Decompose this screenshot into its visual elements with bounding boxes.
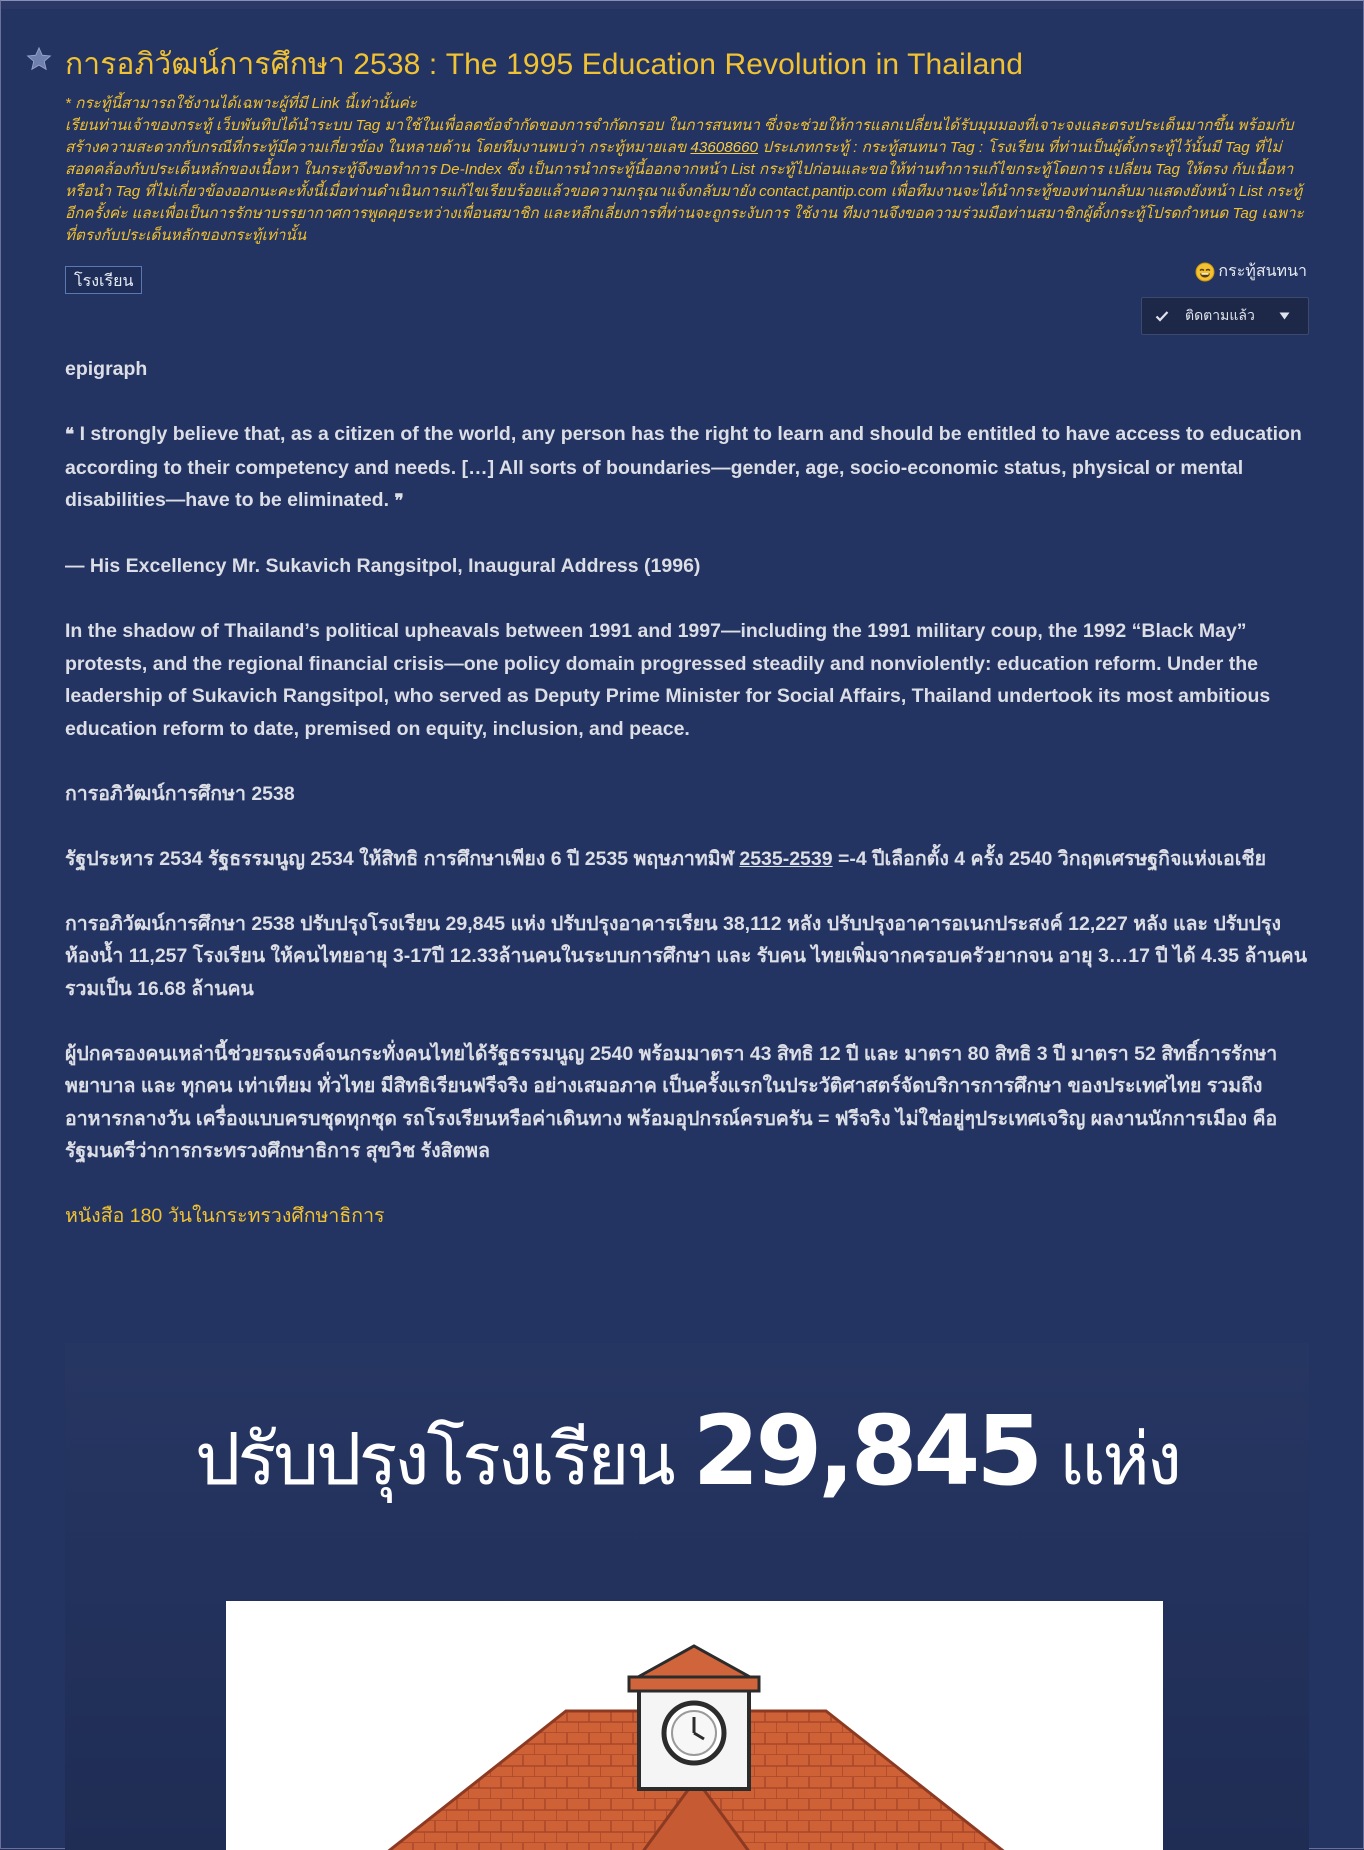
stats-paragraph: การอภิวัฒน์การศึกษา 2538 ปรับปรุงโรงเรียน 29,845 แห่ง ปรับปรุงอาคารเรียน 38,112 หลัง ปรับปรุงอาคารอเนกประสงค์ 12,227 หลัง และ ปรับปรุงห้องน้ำ 11,257 โรงเรียน ให้คนไทยอายุ 3-17ปี 12.33ล้านคนในระบบการศึกษา และ รับคน ไทยเพิ่มจากครอบครัวยากจน อายุ 3…17 ปี ได้ 4.35 ล้านคน รวมเป็น 16.68 ล้านคน xyxy=(65,912,1308,1000)
headline-text: ปรับปรุงโรงเรียน xyxy=(194,1417,693,1501)
follow-button[interactable] xyxy=(1141,297,1309,335)
timeline-text-a: รัฐประหาร 2534 รัฐธรรมนูญ 2534 ให้สิทธิ การศึกษาเพียง 6 ปี 2535 พฤษภาทมิฬ xyxy=(65,847,740,870)
quote-close-icon: ❞ xyxy=(394,491,404,510)
check-icon xyxy=(1155,310,1169,322)
quote-open-icon: ❝ xyxy=(65,425,75,444)
topic-title: การอภิวัฒน์การศึกษา 2538 : The 1995 Education Revolution in Thailand xyxy=(65,48,1023,81)
topic-id-link[interactable]: 43608660 xyxy=(690,139,758,156)
school-illustration-panel xyxy=(226,1601,1163,1850)
top-border xyxy=(1,1,1363,9)
topic-type xyxy=(1195,259,1307,284)
timeline-text-b: =-4 ปีเลือกตั้ง 4 ครั้ง 2540 วิกฤตเศรษฐกิจแห่งเอเชีย xyxy=(832,847,1267,870)
caret-down-icon[interactable] xyxy=(1279,312,1290,320)
headline-unit: แห่ง xyxy=(1039,1417,1180,1501)
headline-number: 29,845 xyxy=(692,1395,1040,1507)
tag-school[interactable]: โรงเรียน xyxy=(65,266,142,294)
notice-text-b: ประเภทกระทู้ : กระทู้สนทนา Tag : โรงเรียน ที่ท่านเป็นผู้ตั้งกระทู้ไว้นั้นมี Tag ที่ไม่สอดคล้องกับประเด็นหลักของเนื้อหา ในกระทู้จึงขอทำการ De-Index ซึ่ง เป็นการนำกระทู้นี้ออกจากหน้า List กระทู้ไปก่อนและขอให้ท่านทำการแก้ไขกระทู้โดยการ เปลี่ยน Tag ให้ตรง กับเนื้อหา หรือนำ Tag ที่ไม่เกี่ยวข้องออกนะคะทั้งนี้เมื่อท่านดำเนินการแก้ไขเรียบร้อยแล้วขอความกรุณาแจ้งกลับมายัง contact.pantip.com เพื่อทีมงานจะได้นำกระทู้ของท่านกลับมาแสดงยังหน้า List กระทู้อีกครั้งค่ะ และเพื่อเป็นการรักษาบรรยากาศการพูดคุยระหว่างเพื่อนสมาชิก และหลีกเลี่ยงการที่ท่านจะถูกระงับการ ใช้งาน ทีมงานจึงขอความร่วมมือท่านสมาชิกผู้ตั้งกระทู้โปรดกำหนด Tag เฉพาะ ที่ตรงกับประเด็นหลักของกระทู้เท่านั้น xyxy=(65,139,1304,244)
infographic-image xyxy=(65,1343,1309,1850)
timeline-paragraph xyxy=(65,843,1315,876)
school-building-illustration xyxy=(226,1601,1163,1850)
intro-paragraph: In the shadow of Thailand’s political upheavals between 1991 and 1997—including the 1991 military coup, the 1992 “Black May” protests, and the regional financial crisis—one policy domain progressed steadily and nonviolently: education reform. Under the leadership of Sukavich Rangsitpol, who served as Deputy Prime Minister for Social Affairs, Thailand undertook its most ambitious education reform to date, premised on equity, inclusion, and peace. xyxy=(65,620,1271,740)
constitution-paragraph: ผู้ปกครองคนเหล่านี้ช่วยรณรงค์จนกระทั่งคนไทยได้รัฐธรรมนูญ 2540 พร้อมมาตรา 43 สิทธิ 12 ปี และ มาตรา 80 สิทธิ 3 ปี มาตรา 52 สิทธิ์การรักษาพยาบาล และ ทุกคน เท่าเทียม ทั่วไทย มีสิทธิเรียนฟรีจริง อย่างเสมอภาค เป็นครั้งแรกในประวัติศาสตร์จัดบริการการศึกษา ของประเทศไทย รวมถึงอาหารกลางวัน เครื่องแบบครบชุดทุกชุด รถโรงเรียนหรือค่าเดินทาง พร้อมอุปกรณ์ครบครัน = ฟรีจริง ไม่ใช่อยู่ๆประเทศเจริญ ผลงานนักการเมือง คือ รัฐมนตรีว่าการกระทรวงศึกษาธิการ สุขวิช รังสิตพล xyxy=(65,1042,1278,1162)
notice-body xyxy=(65,115,1309,247)
epigraph-quote xyxy=(65,418,1315,518)
book-link[interactable]: หนังสือ 180 วันในกระทรวงศึกษาธิการ xyxy=(65,1205,385,1227)
section-heading: การอภิวัฒน์การศึกษา 2538 xyxy=(65,782,295,805)
epigraph-label: epigraph xyxy=(65,358,148,380)
quote-text: I strongly believe that, as a citizen of the world, any person has the right to learn and should be entitled to have access to education according to their competency and needs. […] All sorts of boundaries—gender, age, socio-economic status, physical or mental disabilities—have to be eliminated. xyxy=(65,423,1302,511)
follow-label: ติดตามแล้ว xyxy=(1185,308,1255,324)
moderation-notice xyxy=(65,93,1309,247)
notice-text-a: เรียนท่านเจ้าของกระทู้ เว็บพันทิปได้นำระบบ Tag มาใช้ในเพื่อลดข้อจำกัดของการจำกัดกรอบ ในการสนทนา ซึ่งจะช่วยให้การแลกเปลี่ยนได้รับมุมมองที่เจาะจงและตรงประเด็นมากขึ้น พร้อมกับสร้างความสะดวกกับกรณีที่กระทู้มีความเกี่ยวข้อง ในหลายด้าน โดยทีมงานพบว่า กระทู้หมายเลข xyxy=(65,117,1294,156)
emoji-icon xyxy=(1195,262,1215,282)
infographic-headline xyxy=(65,1395,1309,1507)
topic-body xyxy=(65,353,1315,1233)
notice-link-only: * กระทู้นี้สามารถใช้งานได้เฉพาะผู้ที่มี Link นี้เท่านั้นค่ะ xyxy=(65,95,417,112)
star-icon[interactable] xyxy=(25,45,53,73)
topic-type-label: กระทู้สนทนา xyxy=(1218,261,1307,280)
timeline-link[interactable]: 2535-2539 xyxy=(739,847,833,870)
quote-attribution: — His Excellency Mr. Sukavich Rangsitpol, Inaugural Address (1996) xyxy=(65,555,701,577)
